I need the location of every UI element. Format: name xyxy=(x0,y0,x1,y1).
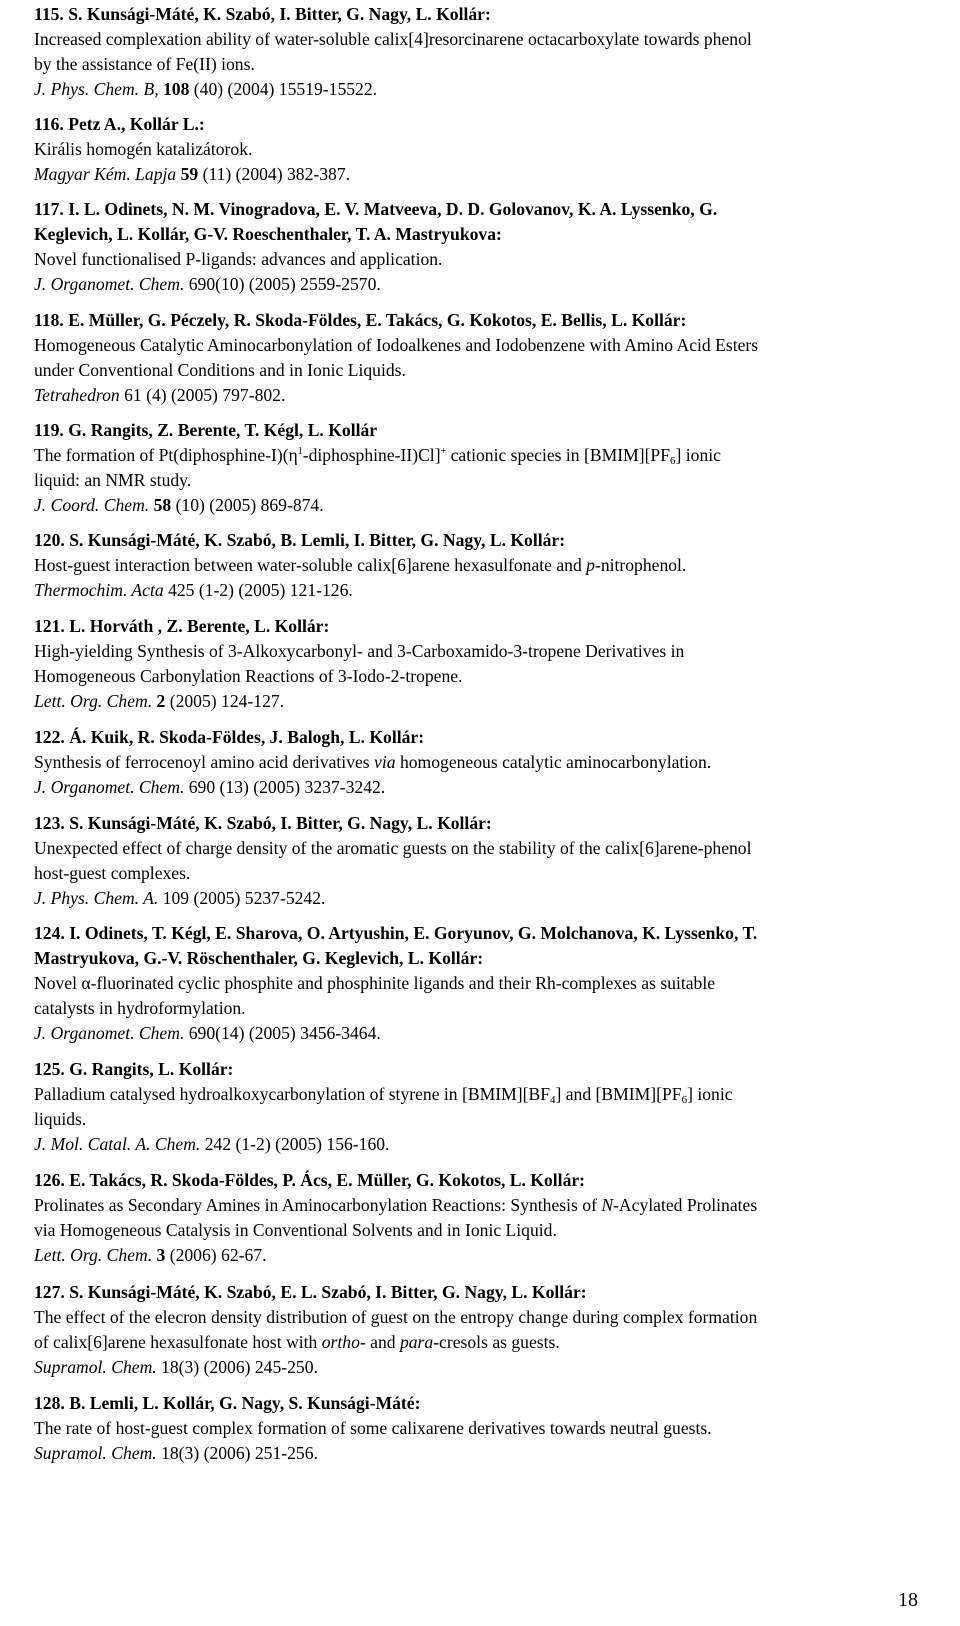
reference-item xyxy=(34,1280,934,1380)
journal-details: 18(3) (2006) 245-250. xyxy=(161,1357,318,1377)
reference-number: 115. xyxy=(34,4,64,24)
reference-item xyxy=(34,725,934,800)
reference-journal xyxy=(34,1441,934,1466)
page-number: 18 xyxy=(898,1589,918,1611)
reference-number: 119. xyxy=(34,420,64,440)
title-text: -diphosphine-II)Cl] xyxy=(302,445,441,465)
reference-number: 116. xyxy=(34,114,64,134)
reference-authors: I. L. Odinets, N. M. Vinogradova, E. V. Matveeva, D. D. Golovanov, K. A. Lyssenko, G. xyxy=(68,199,718,219)
journal-details: (2005) 124-127. xyxy=(169,691,285,711)
journal-name: J. Mol. Catal. A. Chem. xyxy=(34,1134,201,1154)
reference-number: 120. xyxy=(34,530,65,550)
title-italic: para xyxy=(399,1332,434,1352)
reference-journal xyxy=(34,578,934,603)
reference-header xyxy=(34,112,934,137)
reference-authors-continued: Mastryukova, G.-V. Röschenthaler, G. Keglevich, L. Kollár: xyxy=(34,948,484,968)
reference-authors: I. Odinets, T. Kégl, E. Sharova, O. Artyushin, E. Goryunov, G. Molchanova, K. Lyssenko, T. xyxy=(69,923,758,943)
journal-name: Thermochim. Acta xyxy=(34,580,164,600)
reference-authors: S. Kunsági-Máté, K. Szabó, I. Bitter, G. Nagy, L. Kollár: xyxy=(68,4,491,24)
reference-authors: S. Kunsági-Máté, K. Szabó, E. L. Szabó, I. Bitter, G. Nagy, L. Kollár: xyxy=(69,1282,587,1302)
reference-item xyxy=(34,811,934,911)
reference-title-line: Homogeneous Carbonylation Reactions of 3-Iodo-2-tropene. xyxy=(34,666,463,686)
reference-header xyxy=(34,725,934,750)
title-text: -nitrophenol. xyxy=(594,555,687,575)
reference-header xyxy=(34,1057,934,1082)
reference-item xyxy=(34,418,934,518)
journal-details: 425 (1-2) (2005) 121-126. xyxy=(168,580,353,600)
title-text: Host-guest interaction between water-soluble calix[6]arene hexasulfonate and xyxy=(34,555,587,575)
journal-name: Supramol. Chem. xyxy=(34,1443,157,1463)
journal-volume: 2 xyxy=(156,691,166,711)
journal-name: J. Organomet. Chem. xyxy=(34,274,185,294)
journal-volume: 58 xyxy=(153,495,172,515)
reference-title-line xyxy=(34,443,934,468)
subscript: 6 xyxy=(681,1094,688,1106)
journal-name: J. Organomet. Chem. xyxy=(34,1023,185,1043)
reference-title-line: Novel functionalised P-ligands: advances and application. xyxy=(34,249,443,269)
reference-authors: E. Takács, R. Skoda-Földes, P. Ács, E. Müller, G. Kokotos, L. Kollár: xyxy=(69,1170,586,1190)
journal-name: J. Phys. Chem. B, xyxy=(34,79,159,99)
journal-name: Tetrahedron xyxy=(34,385,120,405)
reference-number: 124. xyxy=(34,923,65,943)
reference-title-line: host-guest complexes. xyxy=(34,863,191,883)
reference-title-line: liquids. xyxy=(34,1109,87,1129)
journal-name: Magyar Kém. Lapja xyxy=(34,164,177,184)
reference-journal xyxy=(34,272,934,297)
reference-item xyxy=(34,1168,934,1268)
journal-volume: 108 xyxy=(163,79,190,99)
reference-authors: S. Kunsági-Máté, K. Szabó, I. Bitter, G. Nagy, L. Kollár: xyxy=(69,813,492,833)
reference-number: 127. xyxy=(34,1282,65,1302)
reference-number: 125. xyxy=(34,1059,65,1079)
journal-name: Supramol. Chem. xyxy=(34,1357,157,1377)
reference-journal xyxy=(34,886,934,911)
reference-number: 128. xyxy=(34,1393,65,1413)
reference-item xyxy=(34,921,934,1046)
reference-title-line xyxy=(34,553,934,578)
journal-name: J. Organomet. Chem. xyxy=(34,777,185,797)
subscript: 4 xyxy=(549,1094,556,1106)
title-text: Synthesis of ferrocenoyl amino acid derivatives xyxy=(34,752,375,772)
reference-title-line: under Conventional Conditions and in Ionic Liquids. xyxy=(34,360,406,380)
reference-header xyxy=(34,197,934,222)
reference-title-line xyxy=(34,750,934,775)
reference-item xyxy=(34,112,934,187)
title-text: cationic species in [BMIM][PF xyxy=(446,445,670,465)
reference-authors: L. Horváth , Z. Berente, L. Kollár: xyxy=(69,616,330,636)
reference-header xyxy=(34,418,934,443)
reference-title-line: The effect of the elecron density distribution of guest on the entropy change during complex formation xyxy=(34,1307,758,1327)
reference-header xyxy=(34,614,934,639)
title-text: The formation of Pt(diphosphine-I)(η xyxy=(34,445,298,465)
reference-title-line: catalysts in hydroformylation. xyxy=(34,998,246,1018)
title-text: -cresols as guests. xyxy=(433,1332,560,1352)
title-text: of calix[6]arene hexasulfonate host with xyxy=(34,1332,322,1352)
reference-title-line: by the assistance of Fe(II) ions. xyxy=(34,54,255,74)
title-text: ] and [BMIM][PF xyxy=(555,1084,682,1104)
journal-details: 61 (4) (2005) 797-802. xyxy=(124,385,286,405)
reference-header xyxy=(34,811,934,836)
reference-authors: Á. Kuik, R. Skoda-Földes, J. Balogh, L. Kollár: xyxy=(69,727,425,747)
reference-title-line xyxy=(34,1193,934,1218)
reference-authors: G. Rangits, Z. Berente, T. Kégl, L. Kollár xyxy=(68,420,378,440)
reference-title-line xyxy=(34,1082,934,1107)
reference-header xyxy=(34,528,934,553)
reference-header xyxy=(34,2,934,27)
reference-title-line: Increased complexation ability of water-soluble calix[4]resorcinarene octacarboxylate towards phenol xyxy=(34,29,752,49)
superscript: 1 xyxy=(297,446,303,457)
reference-title-line: liquid: an NMR study. xyxy=(34,470,192,490)
reference-item xyxy=(34,528,934,603)
title-text: Palladium catalysed hydroalkoxycarbonylation of styrene in [BMIM][BF xyxy=(34,1084,550,1104)
journal-name: Lett. Org. Chem. xyxy=(34,691,153,711)
journal-details: (10) (2005) 869-874. xyxy=(175,495,324,515)
reference-header xyxy=(34,921,934,946)
journal-details: 109 (2005) 5237-5242. xyxy=(162,888,326,908)
reference-header xyxy=(34,1280,934,1305)
reference-number: 123. xyxy=(34,813,65,833)
reference-journal xyxy=(34,162,934,187)
reference-title-line: The rate of host-guest complex formation of some calixarene derivatives towards neutral guests. xyxy=(34,1418,712,1438)
title-text: Prolinates as Secondary Amines in Aminocarbonylation Reactions: Synthesis of xyxy=(34,1195,602,1215)
title-text: - and xyxy=(359,1332,400,1352)
reference-journal xyxy=(34,775,934,800)
journal-details: 690(14) (2005) 3456-3464. xyxy=(188,1023,381,1043)
reference-item xyxy=(34,1391,934,1466)
journal-details: (11) (2004) 382-387. xyxy=(202,164,351,184)
reference-title-line: via Homogeneous Catalysis in Conventional Solvents and in Ionic Liquid. xyxy=(34,1220,557,1240)
title-text: ] ionic xyxy=(687,1084,733,1104)
journal-details: 18(3) (2006) 251-256. xyxy=(161,1443,318,1463)
reference-title-line: Homogeneous Catalytic Aminocarbonylation of Iodoalkenes and Iodobenzene with Amino Acid Esters xyxy=(34,335,759,355)
reference-journal xyxy=(34,1355,934,1380)
reference-journal xyxy=(34,689,934,714)
reference-title-line: Királis homogén katalizátorok. xyxy=(34,139,253,159)
journal-details: 690 (13) (2005) 3237-3242. xyxy=(188,777,386,797)
reference-authors: G. Rangits, L. Kollár: xyxy=(69,1059,234,1079)
journal-volume: 59 xyxy=(180,164,199,184)
title-text: -Acylated Prolinates xyxy=(613,1195,758,1215)
reference-item xyxy=(34,1057,934,1157)
reference-item xyxy=(34,308,934,408)
reference-authors-continued: Keglevich, L. Kollár, G-V. Roeschenthaler, T. A. Mastryukova: xyxy=(34,224,502,244)
reference-title-line: Novel α-fluorinated cyclic phosphite and phosphinite ligands and their Rh-complexes as suitable xyxy=(34,973,716,993)
journal-name: Lett. Org. Chem. xyxy=(34,1245,153,1265)
reference-number: 126. xyxy=(34,1170,65,1190)
journal-name: J. Phys. Chem. A. xyxy=(34,888,159,908)
reference-authors: B. Lemli, L. Kollár, G. Nagy, S. Kunsági-Máté: xyxy=(69,1393,421,1413)
journal-details: (40) (2004) 15519-15522. xyxy=(193,79,378,99)
journal-volume: 3 xyxy=(156,1245,166,1265)
reference-header xyxy=(34,308,934,333)
reference-journal xyxy=(34,493,934,518)
reference-authors: E. Müller, G. Péczely, R. Skoda-Földes, E. Takács, G. Kokotos, E. Bellis, L. Kollár: xyxy=(68,310,687,330)
reference-number: 121. xyxy=(34,616,65,636)
reference-title-line: High-yielding Synthesis of 3-Alkoxycarbonyl- and 3-Carboxamido-3-tropene Derivatives in xyxy=(34,641,685,661)
reference-item xyxy=(34,2,934,102)
reference-item xyxy=(34,614,934,714)
title-italic: ortho xyxy=(321,1332,360,1352)
reference-journal xyxy=(34,1132,934,1157)
title-italic: via xyxy=(374,752,396,772)
reference-title-line: Unexpected effect of charge density of the aromatic guests on the stability of the calix[6]arene-phenol xyxy=(34,838,752,858)
reference-authors: Petz A., Kollár L.: xyxy=(68,114,205,134)
journal-details: 242 (1-2) (2005) 156-160. xyxy=(204,1134,390,1154)
reference-authors: S. Kunsági-Máté, K. Szabó, B. Lemli, I. Bitter, G. Nagy, L. Kollár: xyxy=(69,530,566,550)
reference-number: 118. xyxy=(34,310,64,330)
reference-item xyxy=(34,197,934,297)
title-italic: p xyxy=(586,555,595,575)
reference-header xyxy=(34,1391,934,1416)
reference-journal xyxy=(34,1243,934,1268)
reference-header xyxy=(34,1168,934,1193)
reference-title-line xyxy=(34,1330,934,1355)
subscript: 6 xyxy=(670,455,676,467)
reference-journal xyxy=(34,383,934,408)
title-italic: N xyxy=(601,1195,614,1215)
reference-number: 117. xyxy=(34,199,64,219)
journal-details: 690(10) (2005) 2559-2570. xyxy=(188,274,381,294)
title-text: homogeneous catalytic aminocarbonylation. xyxy=(395,752,712,772)
superscript: + xyxy=(440,446,447,457)
journal-name: J. Coord. Chem. xyxy=(34,495,150,515)
reference-journal xyxy=(34,77,934,102)
reference-number: 122. xyxy=(34,727,65,747)
journal-details: (2006) 62-67. xyxy=(169,1245,267,1265)
reference-journal xyxy=(34,1021,934,1046)
title-text: ] ionic xyxy=(675,445,721,465)
